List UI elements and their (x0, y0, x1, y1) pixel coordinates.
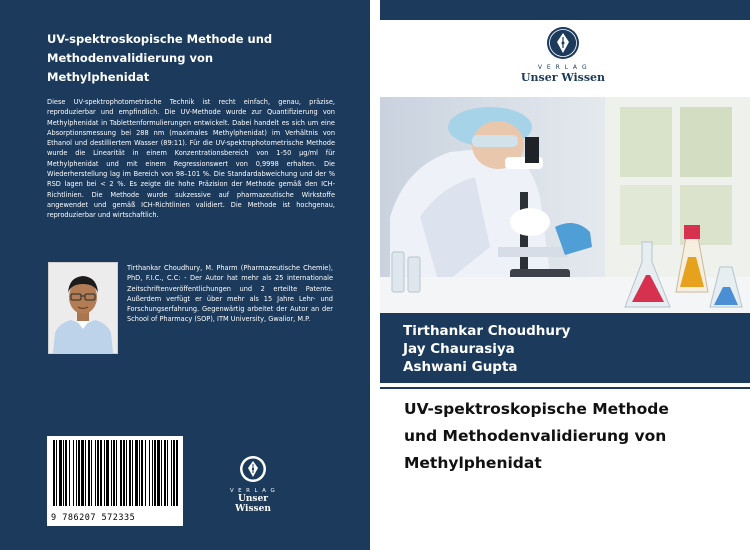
barcode-bar (95, 440, 96, 506)
title-rule (380, 387, 750, 389)
barcode-bar (116, 440, 117, 506)
book-description: Diese UV-spektrophotometrische Technik ist recht einfach, genau, präzise, reproduzierbar und empfindlich. Die UV-Methode wurde zur Quantifizierung von Methylphenidat in Tablettenformulierungen entwickelt. Dabei handelt es sich um eine Absorptionsmessung bei 288 nm (maximales Methylphenidat) im Verhältnis von Ethanol und destilliertem Wasser (89:11). Für die UV-spektrophotometrische Methode wurde die Linearität in einem Konzentrationsbereich von 1-50 µg/ml für Methylphenidat und mit einem Regressionswert von 0,9998 erhalten. Die Wiederherstellung lag im Bereich von 98–101 %. Die Standardabweichung und der % RSD lagen bei < 2 %. Es zeigte die hohe Präzision der Methode gemäß den ICH-Richtlinien. Die Methode wurde sukzessive auf pharmazeutische Wirkstoffe angewendet und gemäß ICH-Richtlinien validiert. Die Methode ist hochgenau, reproduzierbar und wirtschaftlich. (47, 98, 335, 220)
barcode-bar (120, 440, 122, 506)
front-publisher-sub: V E R L A G (537, 64, 589, 71)
author-name-2: Jay Chaurasiya (403, 341, 515, 357)
barcode-bar (88, 440, 90, 506)
back-publisher-name: Unser Wissen (235, 494, 271, 514)
back-publisher-logo (222, 455, 284, 514)
isbn-barcode (47, 436, 183, 526)
barcode-bar (135, 440, 138, 506)
front-title-line-3: Methylphenidat (404, 454, 542, 472)
barcode-bar (129, 440, 131, 506)
barcode-bar (139, 440, 140, 506)
barcode-bar (73, 440, 74, 506)
barcode-bar (164, 440, 166, 506)
barcode-bar (69, 440, 70, 506)
barcode-bar (97, 440, 99, 506)
back-cover (0, 0, 370, 550)
barcode-bar (149, 440, 150, 506)
barcode-number: 9 786207 572335 (51, 513, 136, 523)
back-title-line-2: Methodenvalidierung von (47, 51, 214, 65)
barcode-bar (91, 440, 92, 506)
spine (370, 0, 380, 550)
author-name-1: Tirthankar Choudhury (403, 323, 571, 339)
barcode-bar (81, 440, 84, 506)
author-portrait-icon (49, 263, 117, 353)
barcode-bar (111, 440, 112, 506)
barcode-bar (126, 440, 127, 506)
barcode-bar (76, 440, 77, 506)
front-title-line-1: UV-spektroskopische Methode (404, 400, 669, 418)
barcode-bar (176, 440, 178, 506)
back-title-line-1: UV-spektroskopische Methode und (47, 32, 273, 46)
barcode-bar (56, 440, 57, 506)
barcode-bar (171, 440, 172, 506)
barcode-bars (47, 436, 183, 514)
barcode-bar (141, 440, 143, 506)
barcode-bar (152, 440, 153, 506)
barcode-bar (154, 440, 156, 506)
back-publisher-sub: V E R L A G (229, 488, 277, 494)
back-cover-title (47, 30, 347, 87)
barcode-bar (53, 440, 55, 506)
barcode-bar (161, 440, 162, 506)
front-cover (380, 0, 750, 550)
barcode-bar (85, 440, 86, 506)
front-publisher-logo (518, 26, 608, 84)
barcode-bar (113, 440, 115, 506)
fountain-pen-emblem-icon (239, 455, 267, 483)
barcode-bar (65, 440, 67, 506)
fountain-pen-emblem-icon (546, 26, 580, 60)
barcode-bar (106, 440, 109, 506)
barcode-bar (100, 440, 102, 506)
front-title-line-2: und Methodenvalidierung von (404, 427, 667, 445)
front-cover-title (404, 396, 744, 477)
barcode-bar (123, 440, 125, 506)
barcode-bar (63, 440, 64, 506)
barcode-bar (157, 440, 160, 506)
barcode-bar (104, 440, 105, 506)
barcode-bar (173, 440, 175, 506)
author-photo (48, 262, 118, 354)
barcode-bar (145, 440, 146, 506)
barcode-bar (59, 440, 62, 506)
back-title-line-3: Methylphenidat (47, 70, 150, 84)
author-bio: Tirthankar Choudhury, M. Pharm (Pharmazeutische Chemie), PhD, F.I.C., C.C: - Der Autor hat mehr als 25 internationale Zeitschriftenveröffentlichungen und 2 erteilte Patente. Außerdem verfügt er über mehr als 15 Jahre Lehr- und Forschungserfahrung. Gegenwärtig arbeitet der Autor an der School of Pharmacy (SOP), ITM University, Gwalior, M.P. (127, 264, 333, 324)
barcode-bar (78, 440, 80, 506)
barcode-bar (132, 440, 133, 506)
barcode-bar (167, 440, 168, 506)
laboratory-photo (380, 97, 750, 313)
author-name-3: Ashwani Gupta (403, 359, 518, 375)
front-publisher-name: Unser Wissen (520, 71, 606, 84)
front-top-bar (380, 0, 750, 20)
authors-band (380, 313, 750, 383)
